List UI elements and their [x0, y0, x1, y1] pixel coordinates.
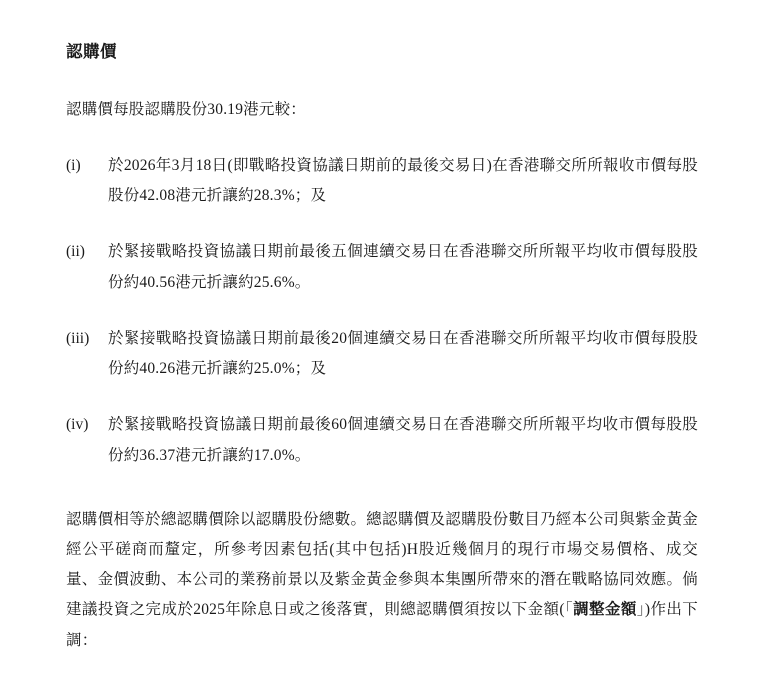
list-item-text: 於緊接戰略投資協議日期前最後60個連續交易日在香港聯交所所報平均收市價每股股份約36.37港元折讓約17.0%。 [108, 416, 698, 464]
discount-list [66, 151, 698, 471]
list-item [66, 324, 698, 384]
list-item-text: 於緊接戰略投資協議日期前最後五個連續交易日在香港聯交所所報平均收市價每股股份約40.56港元折讓約25.6%。 [108, 243, 698, 291]
list-item-text: 於緊接戰略投資協議日期前最後20個連續交易日在香港聯交所所報平均收市價每股股份約40.26港元折讓約25.0%；及 [108, 329, 698, 378]
list-item [66, 410, 698, 470]
list-item [66, 151, 698, 211]
intro-paragraph: 認購價每股認購股份30.19港元較： [66, 100, 306, 118]
closing-text-part2: 」)作出下調： [66, 601, 698, 649]
list-item-marker: (iv) [66, 416, 89, 434]
closing-block [66, 505, 698, 656]
closing-text-part1: 認購價相等於總認購價除以認購股份總數。總認購價及認購股份數目乃經本公司與紫金黃金經公平磋商而釐定，所參考因素包括(其中包括)H股近幾個月的現行市場交易價格、成交量、金價波動、本公司的業務前景以及紫金黃金參與本集團所帶來的潛在戰略協同效應。倘建議投資之完成於2025年除息日或之後落實，則總認購價須按以下金額(「 [66, 510, 698, 619]
list-item-marker: (i) [66, 156, 81, 174]
closing-paragraph [66, 505, 698, 656]
list-item-text: 於2026年3月18日(即戰略投資協議日期前的最後交易日)在香港聯交所所報收市價每股股份42.08港元折讓約28.3%；及 [108, 156, 698, 205]
list-item-marker: (iii) [66, 329, 90, 347]
list-item-marker: (ii) [66, 243, 85, 261]
list-item [66, 237, 698, 297]
page-title: 認購價 [66, 42, 117, 61]
adjustment-amount-term: 調整金額 [573, 601, 637, 619]
